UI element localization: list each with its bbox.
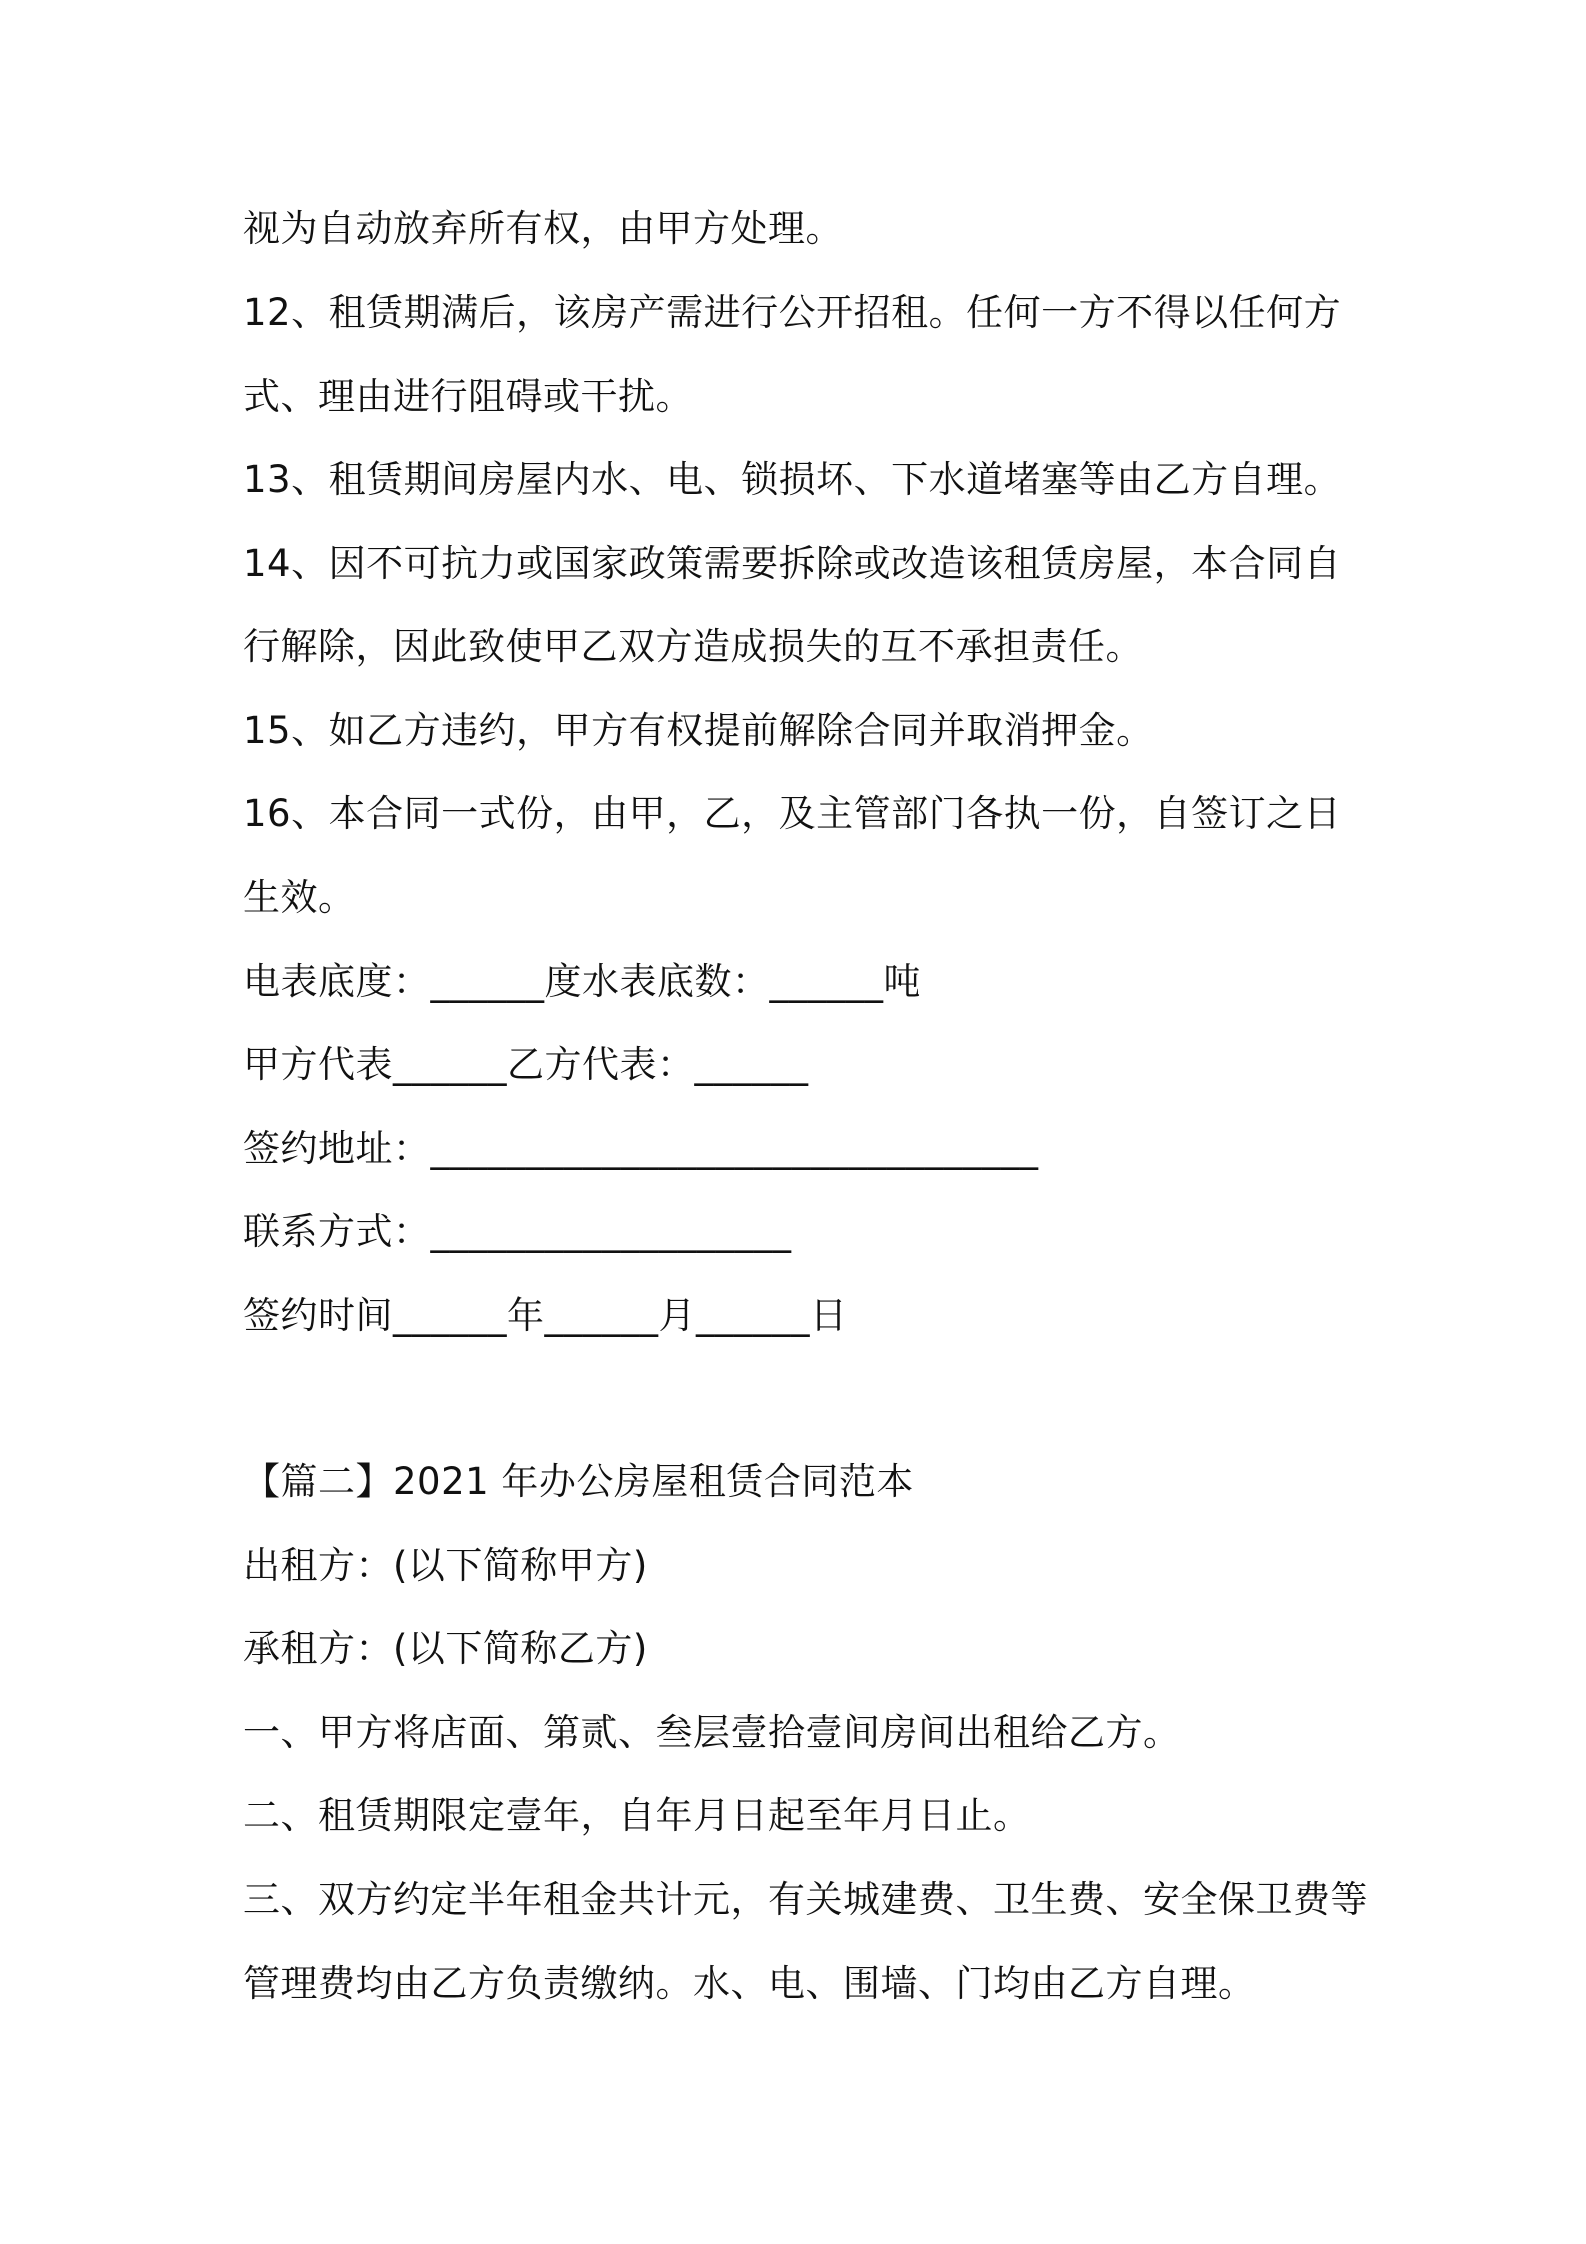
text-line: 视为自动放弃所有权，由甲方处理。 xyxy=(243,207,843,250)
signature-field-contact: 联系方式：___________________ xyxy=(243,1210,792,1253)
signature-field-address: 签约地址：________________________________ xyxy=(243,1127,1039,1170)
text-line: 二、租赁期限定壹年，自年月日起至年月日止。 xyxy=(243,1794,1031,1837)
text-line: 行解除，因此致使甲乙双方造成损失的互不承担责任。 xyxy=(243,625,1143,668)
section-heading: 【篇二】2021 年办公房屋租赁合同范本 xyxy=(243,1460,914,1503)
text-line: 三、双方约定半年租金共计元，有关城建费、卫生费、安全保卫费等 xyxy=(243,1878,1368,1921)
text-line: 15、如乙方违约，甲方有权提前解除合同并取消押金。 xyxy=(243,709,1154,752)
text-line: 12、租赁期满后，该房产需进行公开招租。任何一方不得以任何方 xyxy=(243,291,1342,334)
text-line: 14、因不可抗力或国家政策需要拆除或改造该租赁房屋，本合同自 xyxy=(243,542,1342,585)
text-line: 16、本合同一式份，由甲，乙，及主管部门各执一份，自签订之日 xyxy=(243,792,1342,835)
text-line: 承租方：(以下简称乙方) xyxy=(243,1627,648,1670)
signature-field-date: 签约时间______年______月______日 xyxy=(243,1294,848,1337)
signature-field-representatives: 甲方代表______乙方代表：______ xyxy=(243,1043,809,1086)
text-line: 13、租赁期间房屋内水、电、锁损坏、下水道堵塞等由乙方自理。 xyxy=(243,458,1342,501)
text-line: 式、理由进行阻碍或干扰。 xyxy=(243,375,693,418)
text-line: 管理费均由乙方负责缴纳。水、电、围墙、门均由乙方自理。 xyxy=(243,1962,1256,2005)
signature-field-meter: 电表底度：______度水表底数：______吨 xyxy=(243,960,921,1003)
text-line: 出租方：(以下简称甲方) xyxy=(243,1544,648,1587)
text-line: 生效。 xyxy=(243,876,356,919)
text-line: 一、甲方将店面、第贰、叁层壹拾壹间房间出租给乙方。 xyxy=(243,1711,1181,1754)
